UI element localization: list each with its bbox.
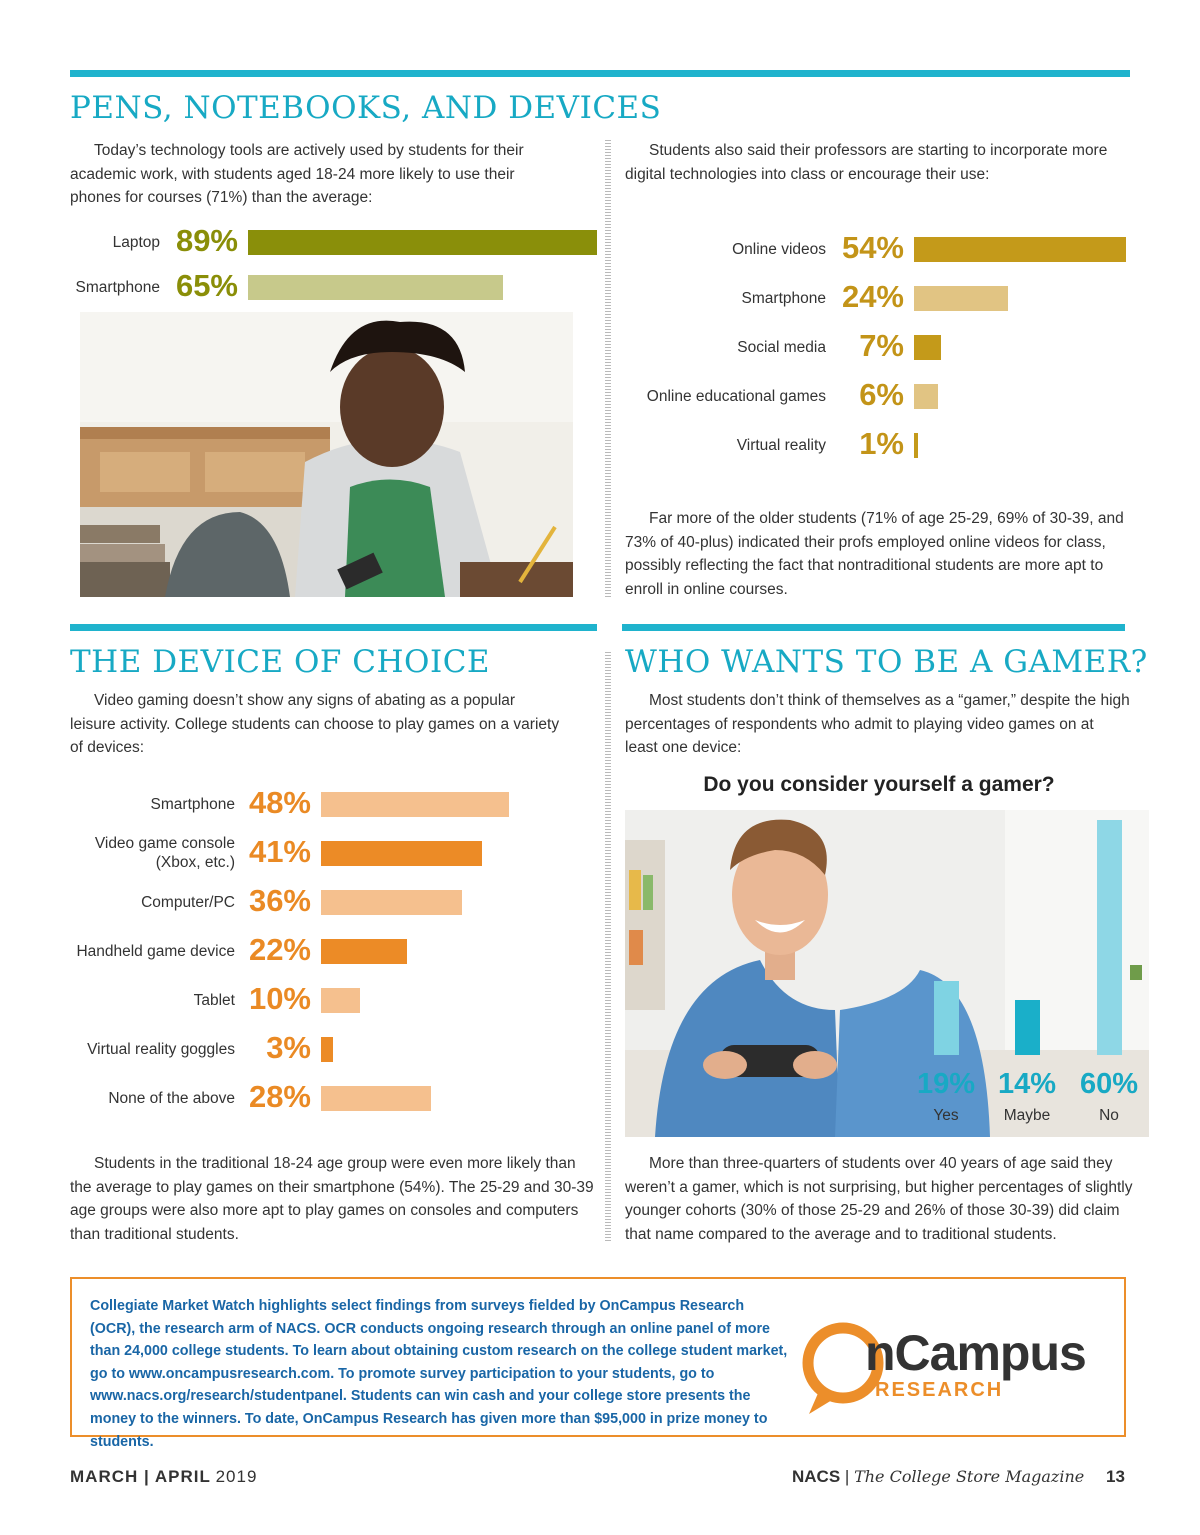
section4-title: WHO WANTS TO BE A GAMER? xyxy=(625,644,1148,680)
bar-label: Virtual reality xyxy=(736,437,826,454)
bar xyxy=(321,1037,333,1062)
bar xyxy=(321,1086,431,1111)
category-label: Yes xyxy=(933,1107,959,1124)
logo-subtitle: RESEARCH xyxy=(875,1379,1004,1401)
bar xyxy=(321,939,407,964)
bar xyxy=(321,841,482,866)
footer-separator: | xyxy=(844,1467,850,1486)
bar xyxy=(321,890,462,915)
bar-value-label: 48% xyxy=(248,785,311,820)
bar-label: Tablet xyxy=(193,992,235,1009)
footer-month: MARCH | APRIL xyxy=(70,1467,211,1486)
bar-value-label: 7% xyxy=(859,328,904,363)
bar-label: Smartphone xyxy=(75,279,160,296)
section3-intro: Video gaming doesn’t show any signs of abating as a popular leisure activity. College students can choose to play games on a variety of devices: xyxy=(70,692,560,756)
bar-value-label: 36% xyxy=(248,883,311,918)
bar-value-label: 6% xyxy=(859,377,904,412)
section3-rule xyxy=(70,624,597,631)
category-label: Maybe xyxy=(1003,1107,1051,1124)
footer-year: 2019 xyxy=(215,1467,258,1486)
bar-label: Virtual reality goggles xyxy=(87,1041,235,1058)
bar-value-label: 28% xyxy=(248,1079,311,1114)
bar-value-label: 22% xyxy=(248,932,311,967)
bar xyxy=(321,988,360,1013)
section4-outro: More than three-quarters of students over 40 years of age said they weren’t a gamer, which is not surprising, but higher percentages of slightly younger cohorts (30% of those 25-29 and 26% of those 30-39) did claim that name compared to the average and to traditional students. xyxy=(625,1155,1133,1243)
bar-value-label: 3% xyxy=(266,1030,311,1065)
bar xyxy=(1015,1000,1040,1055)
student-photo xyxy=(80,312,573,597)
bar-value-label: 54% xyxy=(841,230,904,265)
bar-value-label: 19% xyxy=(916,1068,976,1100)
section1-intro: Today’s technology tools are actively used by students for their academic work, with students aged 18-24 more likely to use their phones for courses (71%) than the average: xyxy=(70,142,524,206)
footer-publication xyxy=(792,1467,1084,1487)
bar-label: Computer/PC xyxy=(141,894,235,911)
info-box-text: Collegiate Market Watch highlights select findings from surveys fielded by OnCampus Research (OCR), the research arm of NACS. OCR conducts ongoing research through an online panel of more than 24,000 college students. To learn about obtaining custom research on the college student market, go to www.oncampusresearch.com. To promote survey participation to your students, go to www.nacs.org/research/studentpanel. Students can win cash and your college store presents the money to the winners. To date, OnCampus Research has given more than $95,000 in prize money to students. xyxy=(90,1298,788,1450)
bar xyxy=(914,335,941,360)
page-number: 13 xyxy=(1106,1467,1125,1486)
bar-label: Online educational games xyxy=(646,388,826,405)
bar-value-label: 65% xyxy=(175,268,238,303)
bar-label: Smartphone xyxy=(741,290,826,307)
section2-outro: Far more of the older students (71% of age 25-29, 69% of 30-39, and 73% of 40-plus) indicated their profs employed online videos for class, possibly reflecting the fact that nontraditional students are more apt to enroll in online courses. xyxy=(625,510,1124,598)
oncampus-info-box xyxy=(70,1277,1126,1450)
bar-value-label: 1% xyxy=(859,426,904,461)
bar-label: Online videos xyxy=(732,241,826,258)
bar-label: Social media xyxy=(737,339,826,356)
category-label: No xyxy=(1099,1107,1119,1124)
bar xyxy=(914,384,938,409)
top-rule xyxy=(70,70,1130,77)
bar-label: Video game console (Xbox, etc.) xyxy=(94,835,235,871)
bar xyxy=(321,792,509,817)
bar-label: Laptop xyxy=(112,234,160,251)
section3-outro: Students in the traditional 18-24 age group were even more likely than the average to play games on their smartphone (54%). The 25-29 and 30-39 age groups were also more apt to play games on consoles and computers than traditional students. xyxy=(70,1155,594,1243)
bar-label: Handheld game device xyxy=(76,943,235,960)
bar-label: None of the above xyxy=(108,1090,235,1107)
bar xyxy=(914,286,1008,311)
section4-intro: Most students don’t think of themselves as a “gamer,” despite the high percentages of respondents who admit to playing video games on at least one device: xyxy=(625,692,1130,756)
oncampus-logo xyxy=(799,1319,1119,1419)
section2-intro: Students also said their professors are starting to incorporate more digital technologies into class or encourage their use: xyxy=(625,142,1108,183)
bar-value-label: 89% xyxy=(175,223,238,258)
footer-org: NACS xyxy=(792,1467,841,1486)
bar xyxy=(248,230,597,255)
column-divider-bottom xyxy=(605,652,611,1242)
bar-value-label: 24% xyxy=(841,279,904,314)
section4-rule xyxy=(622,624,1125,631)
gamer-question: Do you consider yourself a gamer? xyxy=(703,773,1055,796)
logo-wordmark: nCampus xyxy=(865,1325,1086,1381)
section3-title: THE DEVICE OF CHOICE xyxy=(70,644,491,680)
footer-magazine: The College Store Magazine xyxy=(854,1467,1085,1486)
bar-label: Smartphone xyxy=(150,796,235,813)
bar xyxy=(1097,820,1122,1055)
bar-value-label: 41% xyxy=(248,834,311,869)
bar-value-label: 10% xyxy=(248,981,311,1016)
bar-value-label: 14% xyxy=(997,1068,1057,1100)
bar xyxy=(934,981,959,1055)
column-divider-top xyxy=(605,140,611,598)
bar xyxy=(914,237,1126,262)
bar xyxy=(914,433,918,458)
section1-title: PENS, NOTEBOOKS, AND DEVICES xyxy=(70,90,662,126)
bar xyxy=(248,275,503,300)
bar-value-label: 60% xyxy=(1079,1068,1139,1100)
footer-issue xyxy=(70,1467,257,1487)
